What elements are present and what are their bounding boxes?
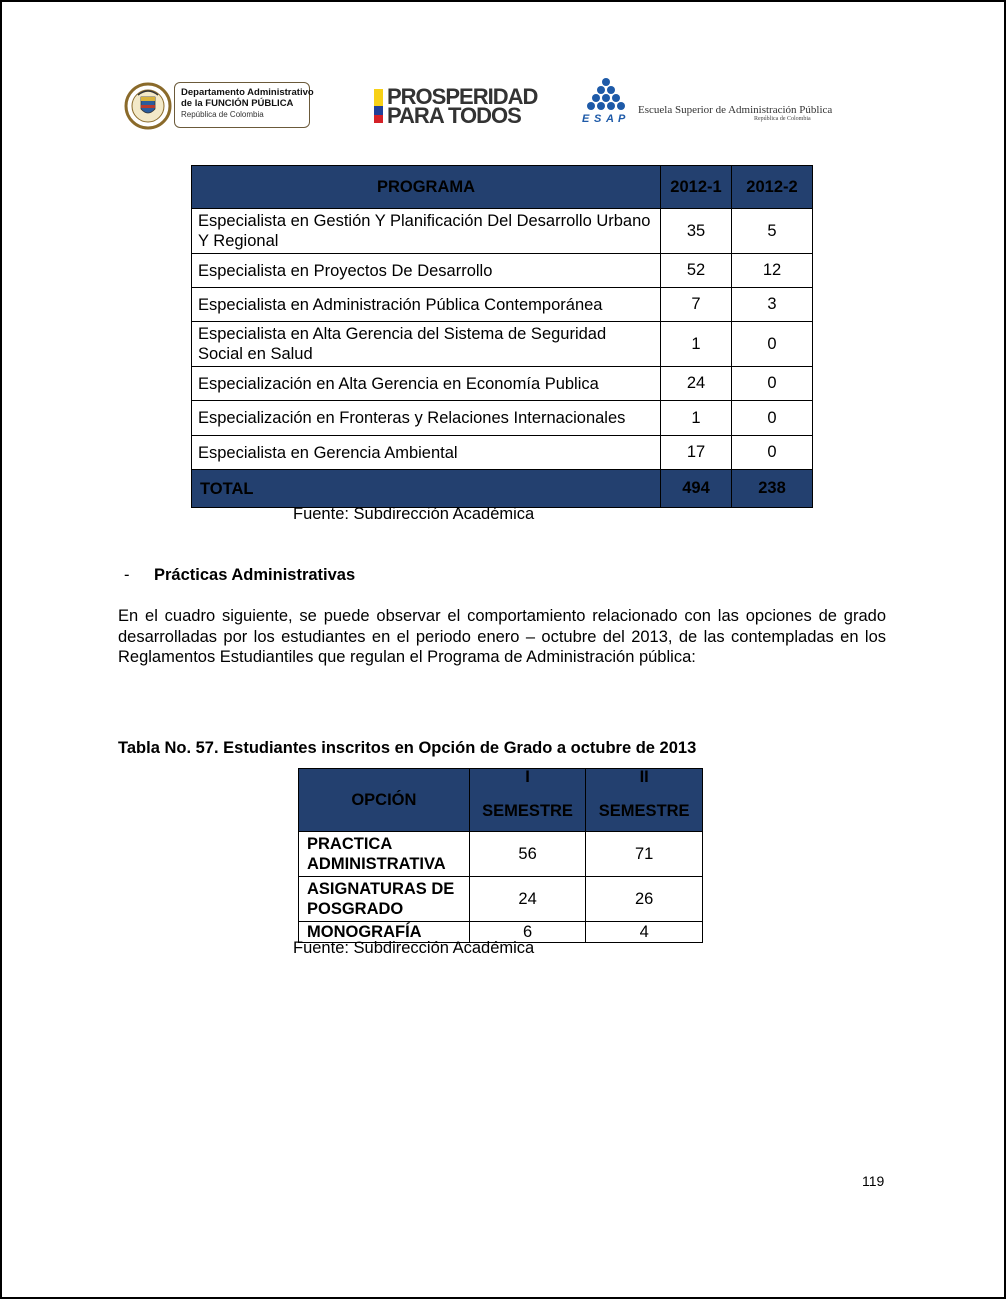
esap-name: Escuela Superior de Administración Pública (638, 104, 833, 116)
dafp-text-box (174, 82, 314, 128)
value-2012-2: 12 (732, 254, 813, 288)
prosperidad-line-2: PARA TODOS (387, 103, 521, 128)
table-row (192, 436, 813, 470)
programa-cell: Especialista en Gerencia Ambiental (192, 436, 661, 470)
svg-text:E: E (582, 113, 590, 124)
programs-table (191, 165, 813, 508)
header-semestre-2 (586, 769, 703, 832)
table-row (299, 877, 703, 922)
programa-cell: Especialista en Alta Gerencia del Sistema de Seguridad Social en Salud (192, 322, 661, 367)
dafp-line-3: República de Colombia (181, 110, 264, 119)
table2-caption: Tabla No. 57. Estudiantes inscritos en Opción de Grado a octubre de 2013 (118, 739, 697, 757)
header-semestre-1 (469, 769, 586, 832)
esap-dots-icon (580, 78, 632, 124)
bullet-dash: - (124, 566, 130, 584)
value-2012-2: 0 (732, 401, 813, 436)
table-row (299, 832, 703, 877)
table-row (192, 288, 813, 322)
value-2012-2: 0 (732, 322, 813, 367)
option-cell: PRACTICA ADMINISTRATIVA (299, 832, 470, 877)
value-2012-2: 3 (732, 288, 813, 322)
value-2012-1: 35 (661, 209, 732, 254)
option-cell: MONOGRAFÍA (299, 922, 470, 943)
prosperidad-text (387, 84, 538, 128)
svg-text:P: P (618, 113, 626, 124)
programa-cell: Especialización en Alta Gerencia en Economía Publica (192, 367, 661, 401)
dafp-line-1: Departamento Administrativo (181, 87, 314, 98)
value-2012-1: 1 (661, 401, 732, 436)
table-header-row (192, 166, 813, 209)
header-sem2-top: II (639, 768, 649, 786)
value-2012-1: 1 (661, 322, 732, 367)
value-semestre-1: 6 (469, 922, 586, 943)
value-2012-1: 7 (661, 288, 732, 322)
value-semestre-1: 56 (469, 832, 586, 877)
header-sem2-bottom: SEMESTRE (598, 802, 690, 820)
header-sem1-top: I (525, 768, 530, 786)
table1-source: Fuente: Subdirección Académica (293, 505, 535, 523)
total-label: TOTAL (192, 470, 661, 508)
value-2012-1: 52 (661, 254, 732, 288)
colombia-flag-icon (374, 89, 383, 123)
table-row (192, 322, 813, 367)
value-2012-1: 24 (661, 367, 732, 401)
value-2012-2: 5 (732, 209, 813, 254)
prosperidad-line-1: PROSPERIDAD (387, 84, 538, 109)
value-2012-2: 0 (732, 367, 813, 401)
table-row (192, 254, 813, 288)
programa-cell: Especialista en Gestión Y Planificación Del Desarrollo Urbano Y Regional (192, 209, 661, 254)
body-paragraph: En el cuadro siguiente, se puede observar el comportamiento relacionado con las opciones de grado desarrolladas por los estudiantes en el periodo enero – octubre del 2013, de las contempladas en los Reglamentos Estudiantiles que regulan el Programa de Administración pública: (118, 607, 886, 666)
value-semestre-2: 26 (586, 877, 703, 922)
header-opcion: OPCIÓN (299, 769, 470, 832)
table-header-row (299, 769, 703, 832)
header-sem1-bottom: SEMESTRE (482, 802, 573, 820)
table-row (192, 367, 813, 401)
colombia-seal-icon (124, 81, 172, 131)
table-row (192, 209, 813, 254)
svg-text:A: A (606, 113, 614, 124)
value-semestre-1: 24 (469, 877, 586, 922)
header-2012-1: 2012-1 (661, 166, 732, 209)
section-heading (124, 566, 355, 585)
grade-options-table (298, 768, 703, 943)
svg-text:S: S (594, 113, 602, 124)
total-row (192, 470, 813, 508)
table2-source: Fuente: Subdirección Académica (293, 939, 535, 957)
dafp-logo (124, 81, 312, 131)
total-2012-1: 494 (661, 470, 732, 508)
prosperidad-logo (374, 84, 538, 128)
esap-subtitle: República de Colombia (754, 116, 811, 122)
programa-cell: Especialista en Administración Pública Contemporánea (192, 288, 661, 322)
header-programa: PROGRAMA (192, 166, 661, 209)
value-2012-2: 0 (732, 436, 813, 470)
value-semestre-2: 71 (586, 832, 703, 877)
section-title: Prácticas Administrativas (154, 566, 356, 584)
dafp-line-2: de la FUNCIÓN PÚBLICA (181, 98, 294, 109)
total-2012-2: 238 (732, 470, 813, 508)
esap-logo (580, 78, 833, 126)
value-2012-1: 17 (661, 436, 732, 470)
header-2012-2: 2012-2 (732, 166, 813, 209)
programa-cell: Especialista en Proyectos De Desarrollo (192, 254, 661, 288)
option-cell: ASIGNATURAS DE POSGRADO (299, 877, 470, 922)
table-row (192, 401, 813, 436)
page-number: 119 (862, 1173, 885, 1189)
value-semestre-2: 4 (586, 922, 703, 943)
programa-cell: Especialización en Fronteras y Relaciones Internacionales (192, 401, 661, 436)
